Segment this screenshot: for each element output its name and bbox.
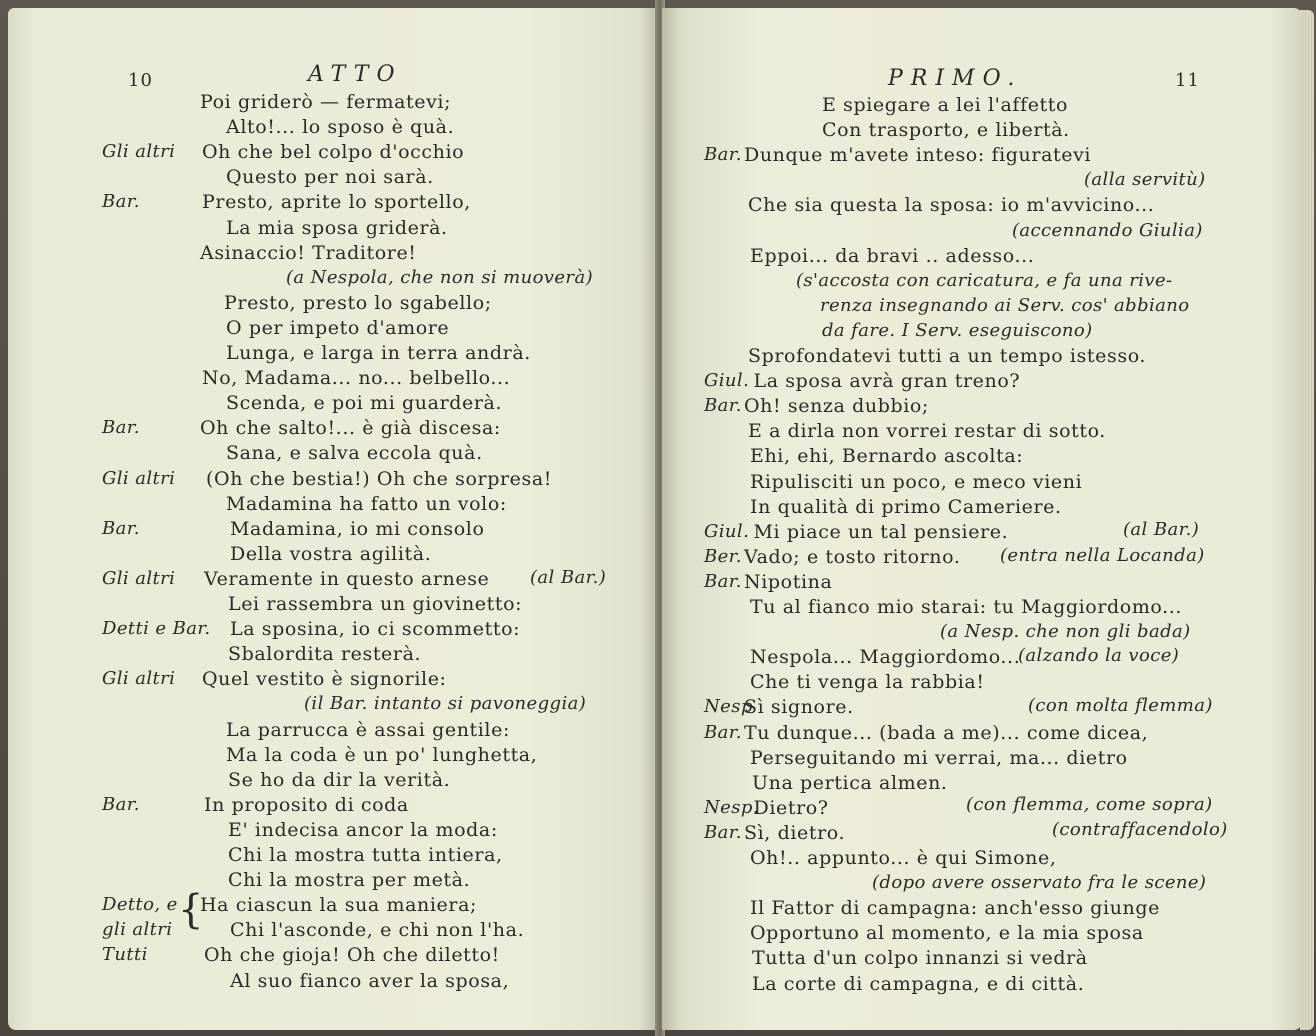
speaker-label: Bar.: [704, 821, 742, 843]
verse-line: La corte di campagna, e di città.: [752, 972, 1085, 995]
verse-line: Ripulisciti un poco, e meco vieni: [750, 470, 1083, 493]
verse-line: (Oh che bestia!) Oh che sorpresa!: [206, 467, 553, 490]
verse-line: Nipotina: [744, 570, 833, 593]
verse-line: Alto!... lo sposo è quà.: [226, 116, 455, 139]
verse-line: Sì, dietro.: [744, 821, 846, 844]
stage-direction: (accennando Giulia): [1012, 219, 1203, 241]
verse-line: Una pertica almen.: [752, 771, 948, 794]
speaker-label: Bar.: [102, 417, 140, 439]
verse-line: Oh che salto!... è già discesa:: [200, 417, 501, 440]
stage-direction: (dopo avere osservato fra le scene): [872, 872, 1207, 894]
stage-direction: (a Nesp. che non gli bada): [940, 621, 1191, 643]
verse-line: Lei rassembra un giovinetto:: [228, 593, 523, 615]
verse-line: La sposina, io ci scommetto:: [230, 618, 521, 641]
stage-direction: (s'accosta con caricatura, e fa una rive-: [796, 269, 1173, 291]
speaker-label: Bar.: [102, 517, 140, 539]
speaker-label: gli altri: [102, 919, 173, 941]
verse-line: La parrucca è assai gentile:: [226, 718, 510, 741]
brace: {: [178, 887, 204, 933]
speaker-label: Bar.: [704, 144, 742, 166]
verse-line: Sì signore.: [744, 696, 854, 719]
verse-line: Eppoi... da bravi .. adesso...: [750, 244, 1035, 267]
verse-line: Della vostra agilità.: [230, 542, 432, 565]
verse-line: Mi piace un tal pensiere.: [753, 520, 1009, 543]
verse-line: Tutta d'un colpo innanzi si vedrà: [752, 947, 1088, 970]
verse-line: Oh! senza dubbio;: [744, 395, 929, 418]
verse-line: Oh!.. appunto... è qui Simone,: [750, 847, 1057, 869]
verse-line: Questo per noi sarà.: [226, 166, 434, 189]
running-head-right: PRIMO.: [888, 66, 1023, 91]
verse-line: Oh che gioja! Oh che diletto!: [204, 944, 500, 967]
speaker-label: Detti e Bar.: [102, 618, 211, 640]
verse-line: In proposito di coda: [204, 793, 409, 816]
verse-line: Al suo fianco aver la sposa,: [230, 969, 510, 992]
stage-direction: (il Bar. intanto si pavoneggia): [304, 693, 587, 715]
speaker-label: Gli altri: [102, 467, 176, 489]
verse-line: Veramente in questo arnese: [204, 567, 490, 590]
verse-line: Dietro?: [753, 796, 829, 819]
verse-line: Tu dunque... (bada a me)... come dicea,: [744, 721, 1149, 744]
stage-direction: da fare. I Serv. eseguiscono): [822, 319, 1093, 341]
verse-line: Perseguitando mi verrai, ma... dietro: [750, 746, 1128, 769]
speaker-label: Tutti: [102, 944, 148, 966]
verse-line: Madamina, io mi consolo: [230, 517, 485, 540]
verse-line: Ha ciascun la sua maniera;: [200, 894, 477, 917]
stage-direction: (al Bar.): [1123, 519, 1200, 540]
verse-line: Dunque m'avete inteso: figuratevi: [744, 144, 1092, 167]
verse-line: Sprofondatevi tutti a un tempo istesso.: [748, 345, 1147, 367]
speaker-label: Nesp.: [704, 796, 759, 818]
stage-direction: (con molta flemma): [1028, 695, 1213, 716]
verse-line: E a dirla non vorrei restar di sotto.: [748, 420, 1106, 443]
verse-line: La sposa avrà gran treno?: [753, 370, 1021, 393]
verse-line: Chi la mostra tutta intiera,: [228, 844, 503, 866]
running-head-left: ATTO: [308, 62, 403, 87]
page-edges: [1300, 10, 1314, 1030]
verse-line: Sana, e salva eccola quà.: [226, 442, 483, 465]
verse-line: Con trasporto, e libertà.: [822, 119, 1070, 142]
verse-line: Chi la mostra per metà.: [228, 869, 471, 892]
verse-line: Madamina ha fatto un volo:: [226, 492, 507, 515]
speaker-label: Ber.: [704, 545, 742, 567]
speaker-label: Gli altri: [102, 567, 176, 589]
verse-line: Il Fattor di campagna: anch'esso giunge: [750, 897, 1161, 920]
stage-direction: (a Nespola, che non si muoverà): [286, 266, 593, 288]
verse-line: Che ti venga la rabbia!: [750, 671, 985, 694]
verse-line: Opportuno al momento, e la mia sposa: [750, 922, 1144, 945]
stage-direction: (alla servitù): [1084, 169, 1206, 191]
speaker-label: Bar.: [102, 793, 140, 815]
verse-line: Ma la coda è un po' lunghetta,: [226, 743, 538, 766]
verse-line: In qualità di primo Cameriere.: [750, 495, 1062, 518]
speaker-label: Bar.: [704, 721, 742, 743]
verse-line: Vado; e tosto ritorno.: [744, 545, 961, 568]
speaker-label: Detto, e: [102, 894, 178, 916]
stage-direction: (al Bar.): [530, 567, 607, 588]
verse-line: Oh che bel colpo d'occhio: [202, 141, 465, 164]
page-number-right: 11: [1175, 70, 1200, 91]
stage-direction: (contraffacendolo): [1052, 819, 1228, 840]
speaker-label: Gli altri: [102, 141, 176, 163]
speaker-label: Bar.: [704, 570, 742, 592]
verse-line: E' indecisa ancor la moda:: [228, 818, 498, 841]
verse-line: Ehi, ehi, Bernardo ascolta:: [750, 445, 1024, 468]
verse-line: Quel vestito è signorile:: [202, 668, 447, 691]
speaker-label: Nesp: [704, 696, 753, 718]
page-number-left: 10: [128, 70, 153, 91]
verse-line: Sbalordita resterà.: [228, 643, 422, 666]
verse-line: O per impeto d'amore: [226, 316, 450, 339]
stage-direction: (alzando la voce): [1018, 645, 1180, 666]
verse-line: Presto, aprite lo sportello,: [202, 191, 471, 214]
verse-line: La mia sposa griderà.: [226, 216, 448, 239]
stage-direction: (con flemma, come sopra): [966, 794, 1213, 815]
speaker-label: Bar.: [102, 191, 140, 213]
verse-line: E spiegare a lei l'affetto: [822, 94, 1069, 116]
stage-direction: (entra nella Locanda): [1000, 545, 1205, 566]
verse-line: Poi griderò — fermatevi;: [200, 91, 452, 113]
verse-line: Lunga, e larga in terra andrà.: [226, 342, 531, 364]
verse-line: Scenda, e poi mi guarderà.: [226, 392, 503, 415]
speaker-label: Gli altri: [102, 668, 176, 690]
speaker-label: Giul.: [704, 520, 750, 542]
verse-line: Che sia questa la sposa: io m'avvicino...: [748, 194, 1155, 217]
stage-direction: renza insegnando ai Serv. cos' abbiano: [820, 294, 1190, 316]
speaker-label: Bar.: [704, 395, 742, 417]
verse-line: Chi l'asconde, e chi non l'ha.: [230, 919, 525, 942]
verse-line: Se ho da dir la verità.: [228, 768, 451, 791]
verse-line: Asinaccio! Traditore!: [200, 241, 417, 264]
verse-line: No, Madama... no... belbello...: [202, 367, 511, 390]
verse-line: Presto, presto lo sgabello;: [224, 291, 492, 314]
verse-line: Nespola... Maggiordomo...: [750, 646, 1021, 669]
speaker-label: Giul.: [704, 370, 750, 392]
verse-line: Tu al fianco mio starai: tu Maggiordomo...: [750, 596, 1183, 618]
